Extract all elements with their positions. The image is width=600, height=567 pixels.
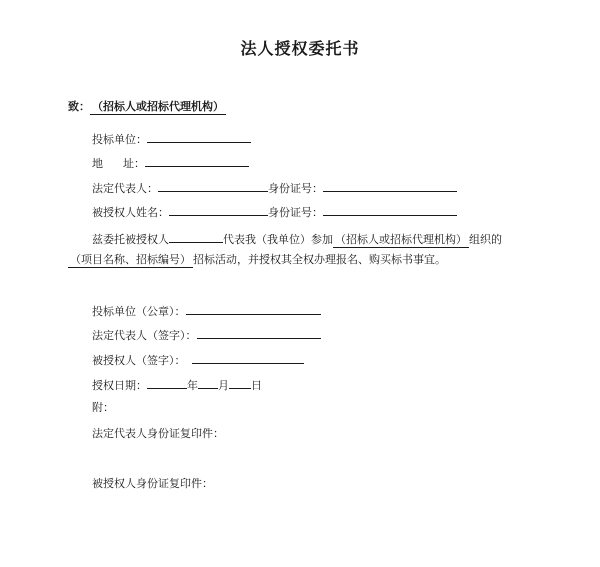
field-bidder [92, 130, 251, 147]
date-month-blank[interactable] [198, 376, 218, 389]
field-address-blank[interactable] [145, 154, 249, 167]
field-address-label-b: 址： [123, 157, 145, 170]
para-text-1: 兹委托被授权人 [92, 233, 169, 246]
authorization-paragraph-line-2 [68, 253, 446, 268]
date-month-label: 月 [218, 379, 229, 392]
sign-bidder-seal [92, 302, 321, 319]
date-day-blank[interactable] [229, 376, 251, 389]
field-authorized-name-label: 被授权人姓名： [92, 206, 169, 219]
field-id-no-label-2: 身份证号： [268, 206, 323, 219]
sign-date [92, 376, 262, 393]
field-address-label-a: 地 [92, 157, 103, 170]
attach-authorized-id: 被授权人身份证复印件： [92, 477, 213, 490]
field-authorized-name [92, 203, 457, 220]
sign-bidder-seal-blank[interactable] [186, 302, 321, 315]
field-id-no-blank-2[interactable] [323, 203, 457, 216]
field-bidder-label: 投标单位： [92, 133, 147, 146]
para-blank-authorized[interactable] [169, 230, 223, 243]
sign-authorized-blank[interactable] [192, 351, 304, 364]
field-bidder-blank[interactable] [147, 130, 251, 143]
addressee-prefix: 致： [68, 100, 90, 113]
para-text-6: 招标活动，并授权其全权办理报名、购买标书事宜。 [193, 253, 446, 266]
para-project: （项目名称、招标编号） [70, 253, 191, 266]
field-authorized-name-blank[interactable] [169, 203, 268, 216]
field-legal-rep [92, 179, 457, 196]
sign-legal-rep-blank[interactable] [197, 326, 321, 339]
sign-legal-rep [92, 326, 321, 343]
date-day-label: 日 [251, 379, 262, 392]
sign-legal-rep-label: 法定代表人（签字）： [92, 329, 197, 342]
field-legal-rep-blank[interactable] [158, 179, 268, 192]
field-id-no-label-1: 身份证号： [268, 182, 323, 195]
date-year-blank[interactable] [147, 376, 187, 389]
para-text-2: 代表我（我单位）参加 [223, 233, 333, 246]
attach-legal-rep-id: 法定代表人身份证复印件： [92, 427, 224, 440]
field-id-no-blank-1[interactable] [323, 179, 457, 192]
addressee-line [68, 100, 226, 115]
authorization-paragraph-line-1 [92, 230, 502, 248]
field-legal-rep-label: 法定代表人： [92, 182, 158, 195]
para-recipient: （招标人或招标代理机构） [335, 233, 467, 246]
field-address [92, 154, 249, 171]
sign-date-label: 授权日期： [92, 379, 147, 392]
attach-label: 附： [92, 401, 114, 414]
para-text-4: 组织的 [469, 233, 502, 246]
sign-bidder-seal-label: 投标单位（公章）： [92, 305, 186, 318]
sign-authorized [92, 351, 304, 368]
page-title: 法人授权委托书 [240, 39, 360, 58]
addressee-recipient: （招标人或招标代理机构） [92, 100, 224, 113]
date-year-label: 年 [187, 379, 198, 392]
sign-authorized-label: 被授权人（签字）： [92, 354, 186, 367]
